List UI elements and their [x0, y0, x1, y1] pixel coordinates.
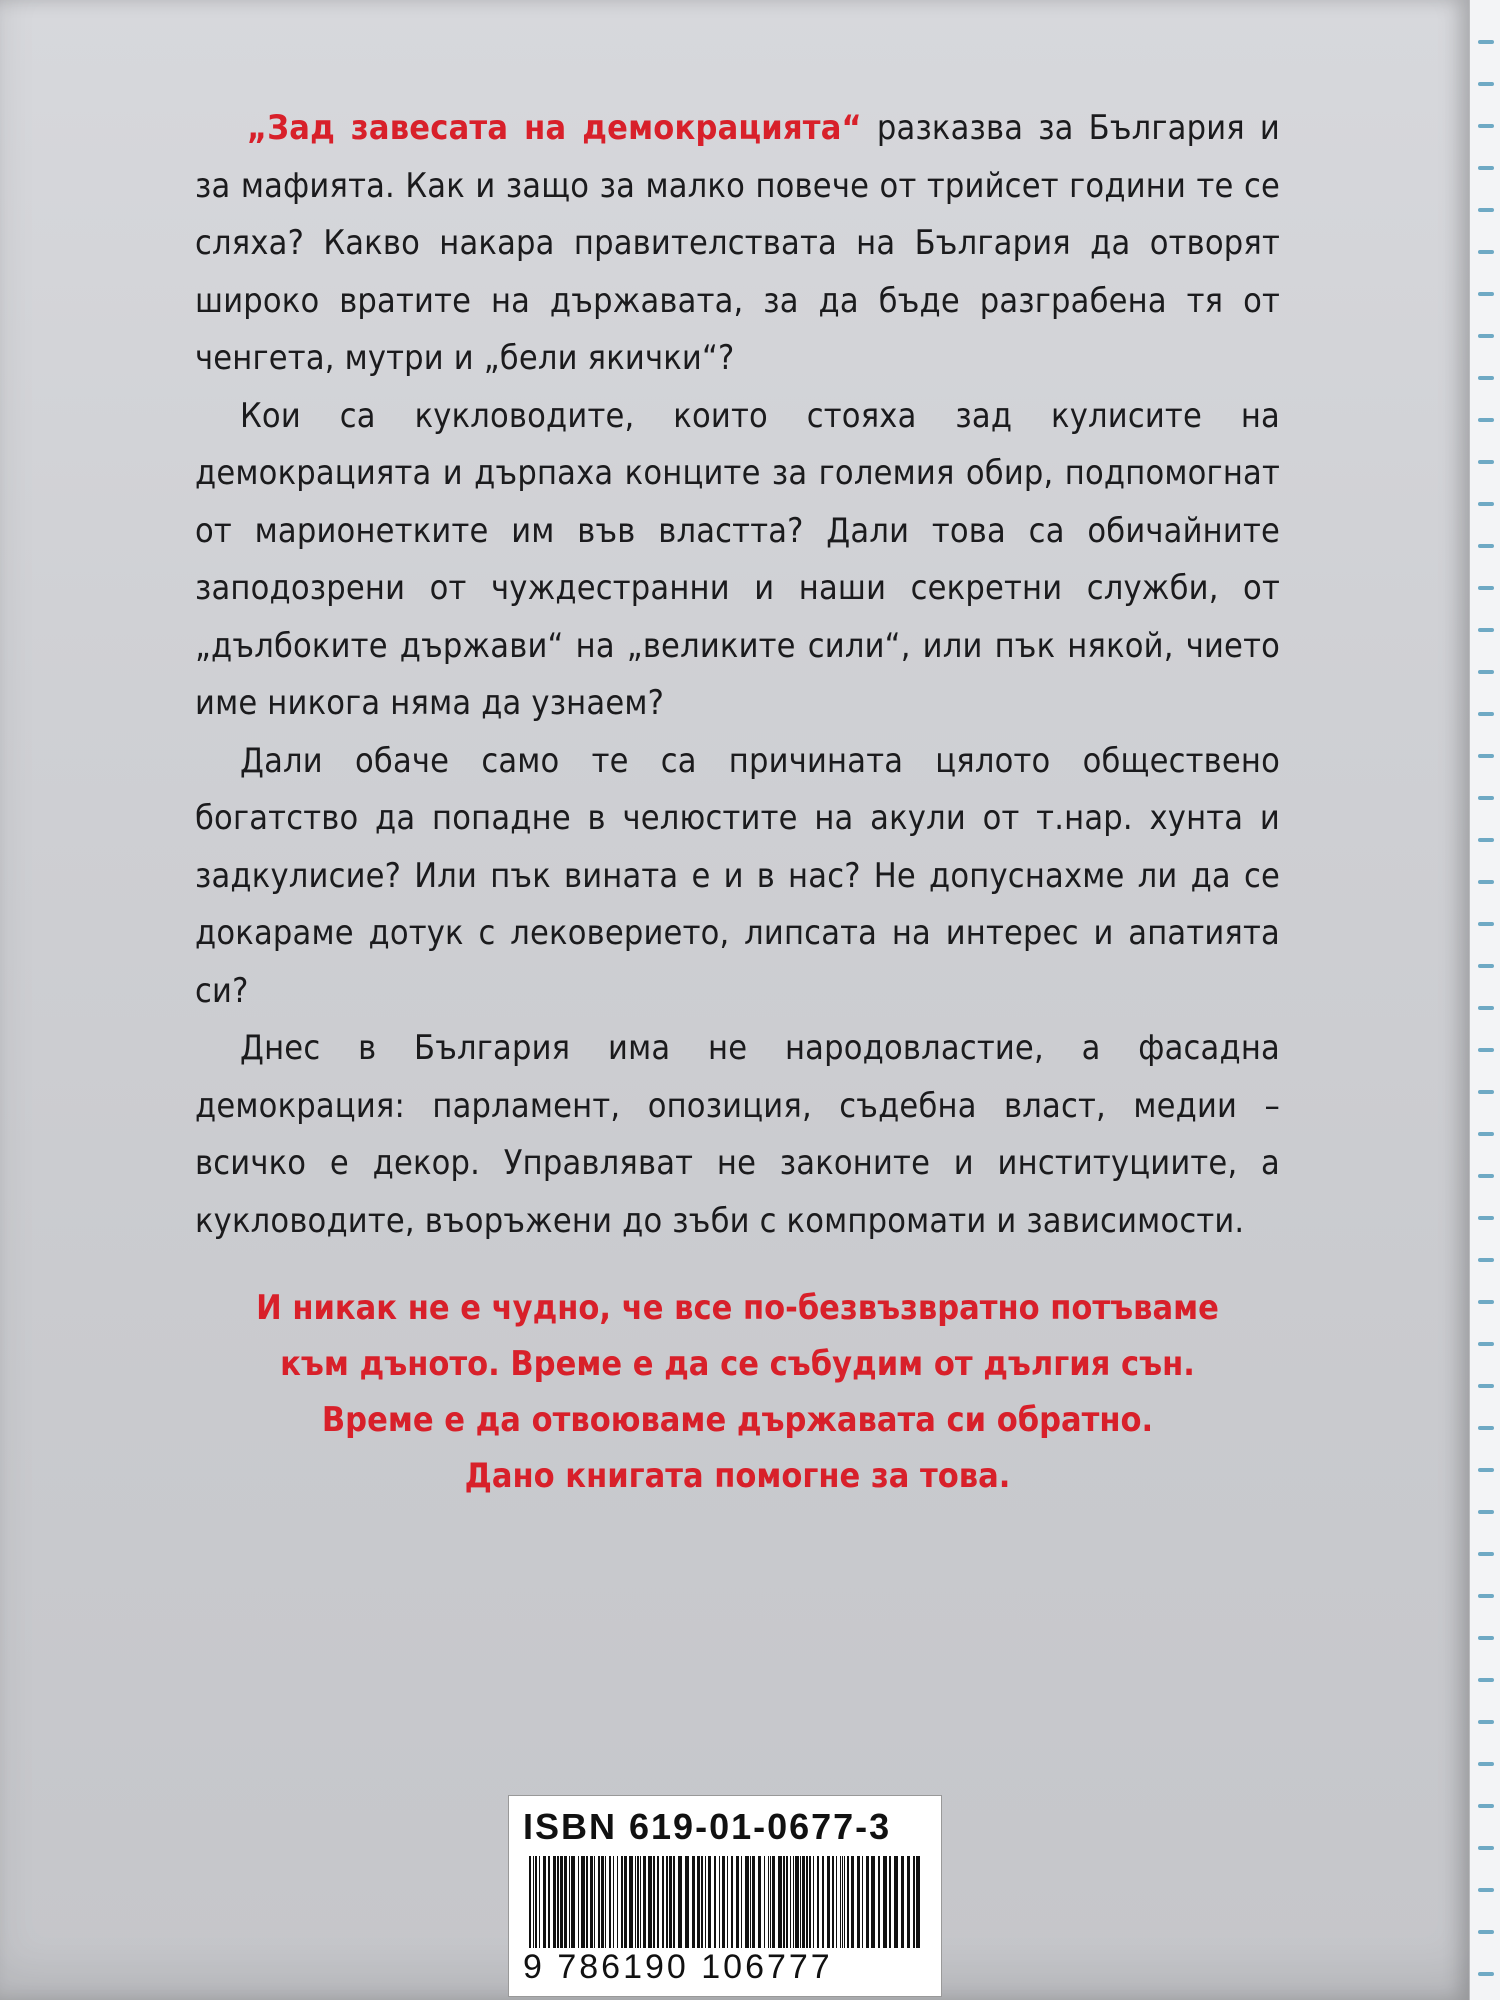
barcode-bar [878, 1856, 880, 1948]
barcode-bar [778, 1856, 782, 1948]
barcode-bar [539, 1856, 540, 1948]
book-title-highlight: „Зад завесата на демокрацията“ [247, 108, 862, 148]
barcode-bar [793, 1856, 794, 1948]
barcode-bar [727, 1856, 728, 1948]
blurb-paragraph-3: Дали обаче само те са причината цялото обществено богатство да попадне в челюстите на акули от т.нар. хунта и задкулисие? Или пък вината е и в нас? Не допуснахме ли да се докараме дотук с лековерието, липсата на интерес и апатията си? [195, 740, 1280, 1011]
barcode-bar [697, 1856, 700, 1948]
barcode-bar [764, 1856, 765, 1948]
ruled-line-mark [1478, 1972, 1494, 1976]
ruled-line-mark [1478, 1174, 1494, 1178]
barcode-bar [813, 1856, 814, 1948]
barcode-bar [621, 1856, 623, 1948]
barcode-bar [557, 1856, 559, 1948]
barcode-bar [894, 1856, 898, 1948]
barcode-bar [605, 1856, 606, 1948]
ruled-line-mark [1478, 628, 1494, 632]
barcode-bar [844, 1856, 845, 1948]
barcode-bar [901, 1856, 904, 1948]
barcode-bar [533, 1856, 534, 1948]
barcode-bar [653, 1856, 655, 1948]
barcode-bar [578, 1856, 579, 1948]
closing-statement [195, 1280, 1280, 1504]
barcode-bar [564, 1856, 567, 1948]
ruled-line-mark [1478, 964, 1494, 968]
barcode-bar [629, 1856, 633, 1948]
ruled-line-mark [1478, 1384, 1494, 1388]
ruled-line-mark [1478, 1216, 1494, 1220]
barcode-bar [847, 1856, 849, 1948]
barcode-bar [866, 1856, 869, 1948]
ruled-line-mark [1478, 82, 1494, 86]
barcode-bar [758, 1856, 761, 1948]
barcode-bar [548, 1856, 550, 1948]
barcode-bar [802, 1856, 805, 1948]
barcode-bar [883, 1856, 887, 1948]
barcode-bar [594, 1856, 595, 1948]
ruled-line-mark [1478, 1636, 1494, 1640]
barcode-bar [736, 1856, 739, 1948]
ruled-line-mark [1478, 1804, 1494, 1808]
ruled-line-mark [1478, 208, 1494, 212]
barcode-bar [851, 1856, 854, 1948]
barcode-bar [750, 1856, 751, 1948]
barcode-bar [598, 1856, 600, 1948]
barcode-bar [601, 1856, 604, 1948]
ruled-line-mark [1478, 1300, 1494, 1304]
barcode-bar [822, 1856, 824, 1948]
barcode-bar [581, 1856, 585, 1948]
barcode-bar [907, 1856, 910, 1948]
ruled-line-mark [1478, 754, 1494, 758]
barcode-icon [527, 1856, 923, 1948]
closing-line: И никак не е чудно, че все по-безвъзвратно потъваме [256, 1288, 1219, 1328]
ruled-line-mark [1478, 1888, 1494, 1892]
barcode-bar [701, 1856, 703, 1948]
ruled-line-mark [1478, 1006, 1494, 1010]
ruled-line-mark [1478, 376, 1494, 380]
barcode-bar [745, 1856, 749, 1948]
barcode-bar [624, 1856, 627, 1948]
ruled-line-mark [1478, 1594, 1494, 1598]
barcode-bar [640, 1856, 641, 1948]
barcode-bar [857, 1856, 860, 1948]
barcode-bar [648, 1856, 652, 1948]
barcode-bar [705, 1856, 706, 1948]
barcode-bar [719, 1856, 720, 1948]
barcode-bar [553, 1856, 556, 1948]
ruled-line-mark [1478, 838, 1494, 842]
ruled-line-mark [1478, 1132, 1494, 1136]
ruled-line-mark [1478, 670, 1494, 674]
barcode-bar [916, 1856, 920, 1948]
barcode-bar [772, 1856, 775, 1948]
barcode-bar [770, 1856, 771, 1948]
barcode-bar [783, 1856, 785, 1948]
barcode-bar [613, 1856, 614, 1948]
barcode-bar [722, 1856, 725, 1948]
barcode-bar [657, 1856, 659, 1948]
barcode-bar [637, 1856, 639, 1948]
barcode-bar [692, 1856, 695, 1948]
barcode-bar [678, 1856, 682, 1948]
barcode-bar [569, 1856, 570, 1948]
ruled-line-mark [1478, 1426, 1494, 1430]
barcode-bar [790, 1856, 791, 1948]
barcode-bar [529, 1856, 531, 1948]
barcode-bar [673, 1856, 675, 1948]
blurb-text [195, 100, 1280, 1250]
ruled-line-mark [1478, 1720, 1494, 1724]
ruled-line-mark [1478, 712, 1494, 716]
ruled-line-mark [1478, 796, 1494, 800]
barcode-bar [832, 1856, 834, 1948]
barcode-bar [662, 1856, 664, 1948]
barcode-bar [817, 1856, 819, 1948]
barcode-bar [543, 1856, 546, 1948]
closing-line: Време е да отвоюваме държавата си обратно. [321, 1400, 1154, 1440]
notebook-paper-edge [1469, 0, 1500, 2000]
barcode-bar [768, 1856, 769, 1948]
ruled-line-mark [1478, 1468, 1494, 1472]
barcode-bar [827, 1856, 830, 1948]
barcode-bar [913, 1856, 915, 1948]
barcode-bar [842, 1856, 843, 1948]
barcode-bar [741, 1856, 742, 1948]
ruled-line-mark [1478, 544, 1494, 548]
ruled-line-mark [1478, 40, 1494, 44]
barcode-bar [571, 1856, 575, 1948]
blurb-paragraph-4: Днес в България има не народовластие, а фасадна демокрация: парламент, опозиция, съдебна власт, медии – всичко е декор. Управляват не законите и институциите, а кукловодите, въоръжени до зъби с компромати и зависимости. [195, 1028, 1280, 1241]
isbn-number: ISBN 619-01-0677-3 [523, 1806, 892, 1847]
barcode-bar [786, 1856, 788, 1948]
barcode-bar [708, 1856, 711, 1948]
ruled-line-mark [1478, 334, 1494, 338]
barcode-bar [617, 1856, 618, 1948]
barcode-bar [560, 1856, 563, 1948]
barcode-bar [669, 1856, 672, 1948]
closing-line: към дъното. Време е да се събудим от дългия сън. [280, 1344, 1195, 1384]
barcode-bar [535, 1856, 537, 1948]
barcode-bar [806, 1856, 808, 1948]
barcode-number: 9 786190 106777 [523, 1948, 833, 1986]
blurb-paragraph-2: Кои са кукловодите, които стояха зад кулисите на демокрацията и дърпаха конците за големия обир, подпомогнат от марионетките им във властта? Дали това са обичайните заподозрени от чуждестранни и наши секретни служби, от „дълбоките държави“ на „великите сили“, или пък някой, чието име никога няма да узнаем? [195, 395, 1280, 723]
ruled-line-mark [1478, 1930, 1494, 1934]
barcode-bar [889, 1856, 891, 1948]
barcode-bar [586, 1856, 588, 1948]
barcode-bar [809, 1856, 811, 1948]
barcode-bar [643, 1856, 646, 1948]
closing-line: Дано книгата помогне за това. [464, 1456, 1011, 1496]
barcode-bar [840, 1856, 841, 1948]
barcode-bar [685, 1856, 689, 1948]
ruled-line-mark [1478, 166, 1494, 170]
ruled-line-mark [1478, 1762, 1494, 1766]
ruled-line-mark [1478, 1258, 1494, 1262]
ruled-line-mark [1478, 1342, 1494, 1346]
ruled-line-mark [1478, 880, 1494, 884]
ruled-line-mark [1478, 1846, 1494, 1850]
barcode-bar [714, 1856, 716, 1948]
barcode-bar [871, 1856, 875, 1948]
barcode-bar [609, 1856, 611, 1948]
ruled-line-mark [1478, 586, 1494, 590]
ruled-line-mark [1478, 1090, 1494, 1094]
ruled-line-mark [1478, 1048, 1494, 1052]
barcode-bar [795, 1856, 799, 1948]
barcode-bar [666, 1856, 668, 1948]
isbn-label [508, 1795, 942, 1997]
ruled-line-mark [1478, 250, 1494, 254]
ruled-line-mark [1478, 1678, 1494, 1682]
ruled-line-mark [1478, 1510, 1494, 1514]
blurb-paragraph-1-text: разказва за България и за мафията. Как и защо за малко повече от трийсет години те се сляха? Какво накара правителствата на България да отворят широко вратите на държавата, за да бъде разграбена тя от ченгета, мутри и „бели якички“? [195, 108, 1280, 378]
barcode-bar [635, 1856, 636, 1948]
barcode-bar [731, 1856, 733, 1948]
barcode-bar [800, 1856, 801, 1948]
blurb-paragraph-1 [195, 100, 1280, 388]
ruled-line-mark [1478, 502, 1494, 506]
ruled-line-mark [1478, 1552, 1494, 1556]
ruled-line-mark [1478, 460, 1494, 464]
ruled-line-mark [1478, 124, 1494, 128]
ruled-line-mark [1478, 922, 1494, 926]
barcode-bar [752, 1856, 755, 1948]
ruled-line-mark [1478, 292, 1494, 296]
barcode-bar [590, 1856, 593, 1948]
ruled-line-mark [1478, 418, 1494, 422]
barcode-bar [836, 1856, 837, 1948]
barcode-bar [862, 1856, 863, 1948]
